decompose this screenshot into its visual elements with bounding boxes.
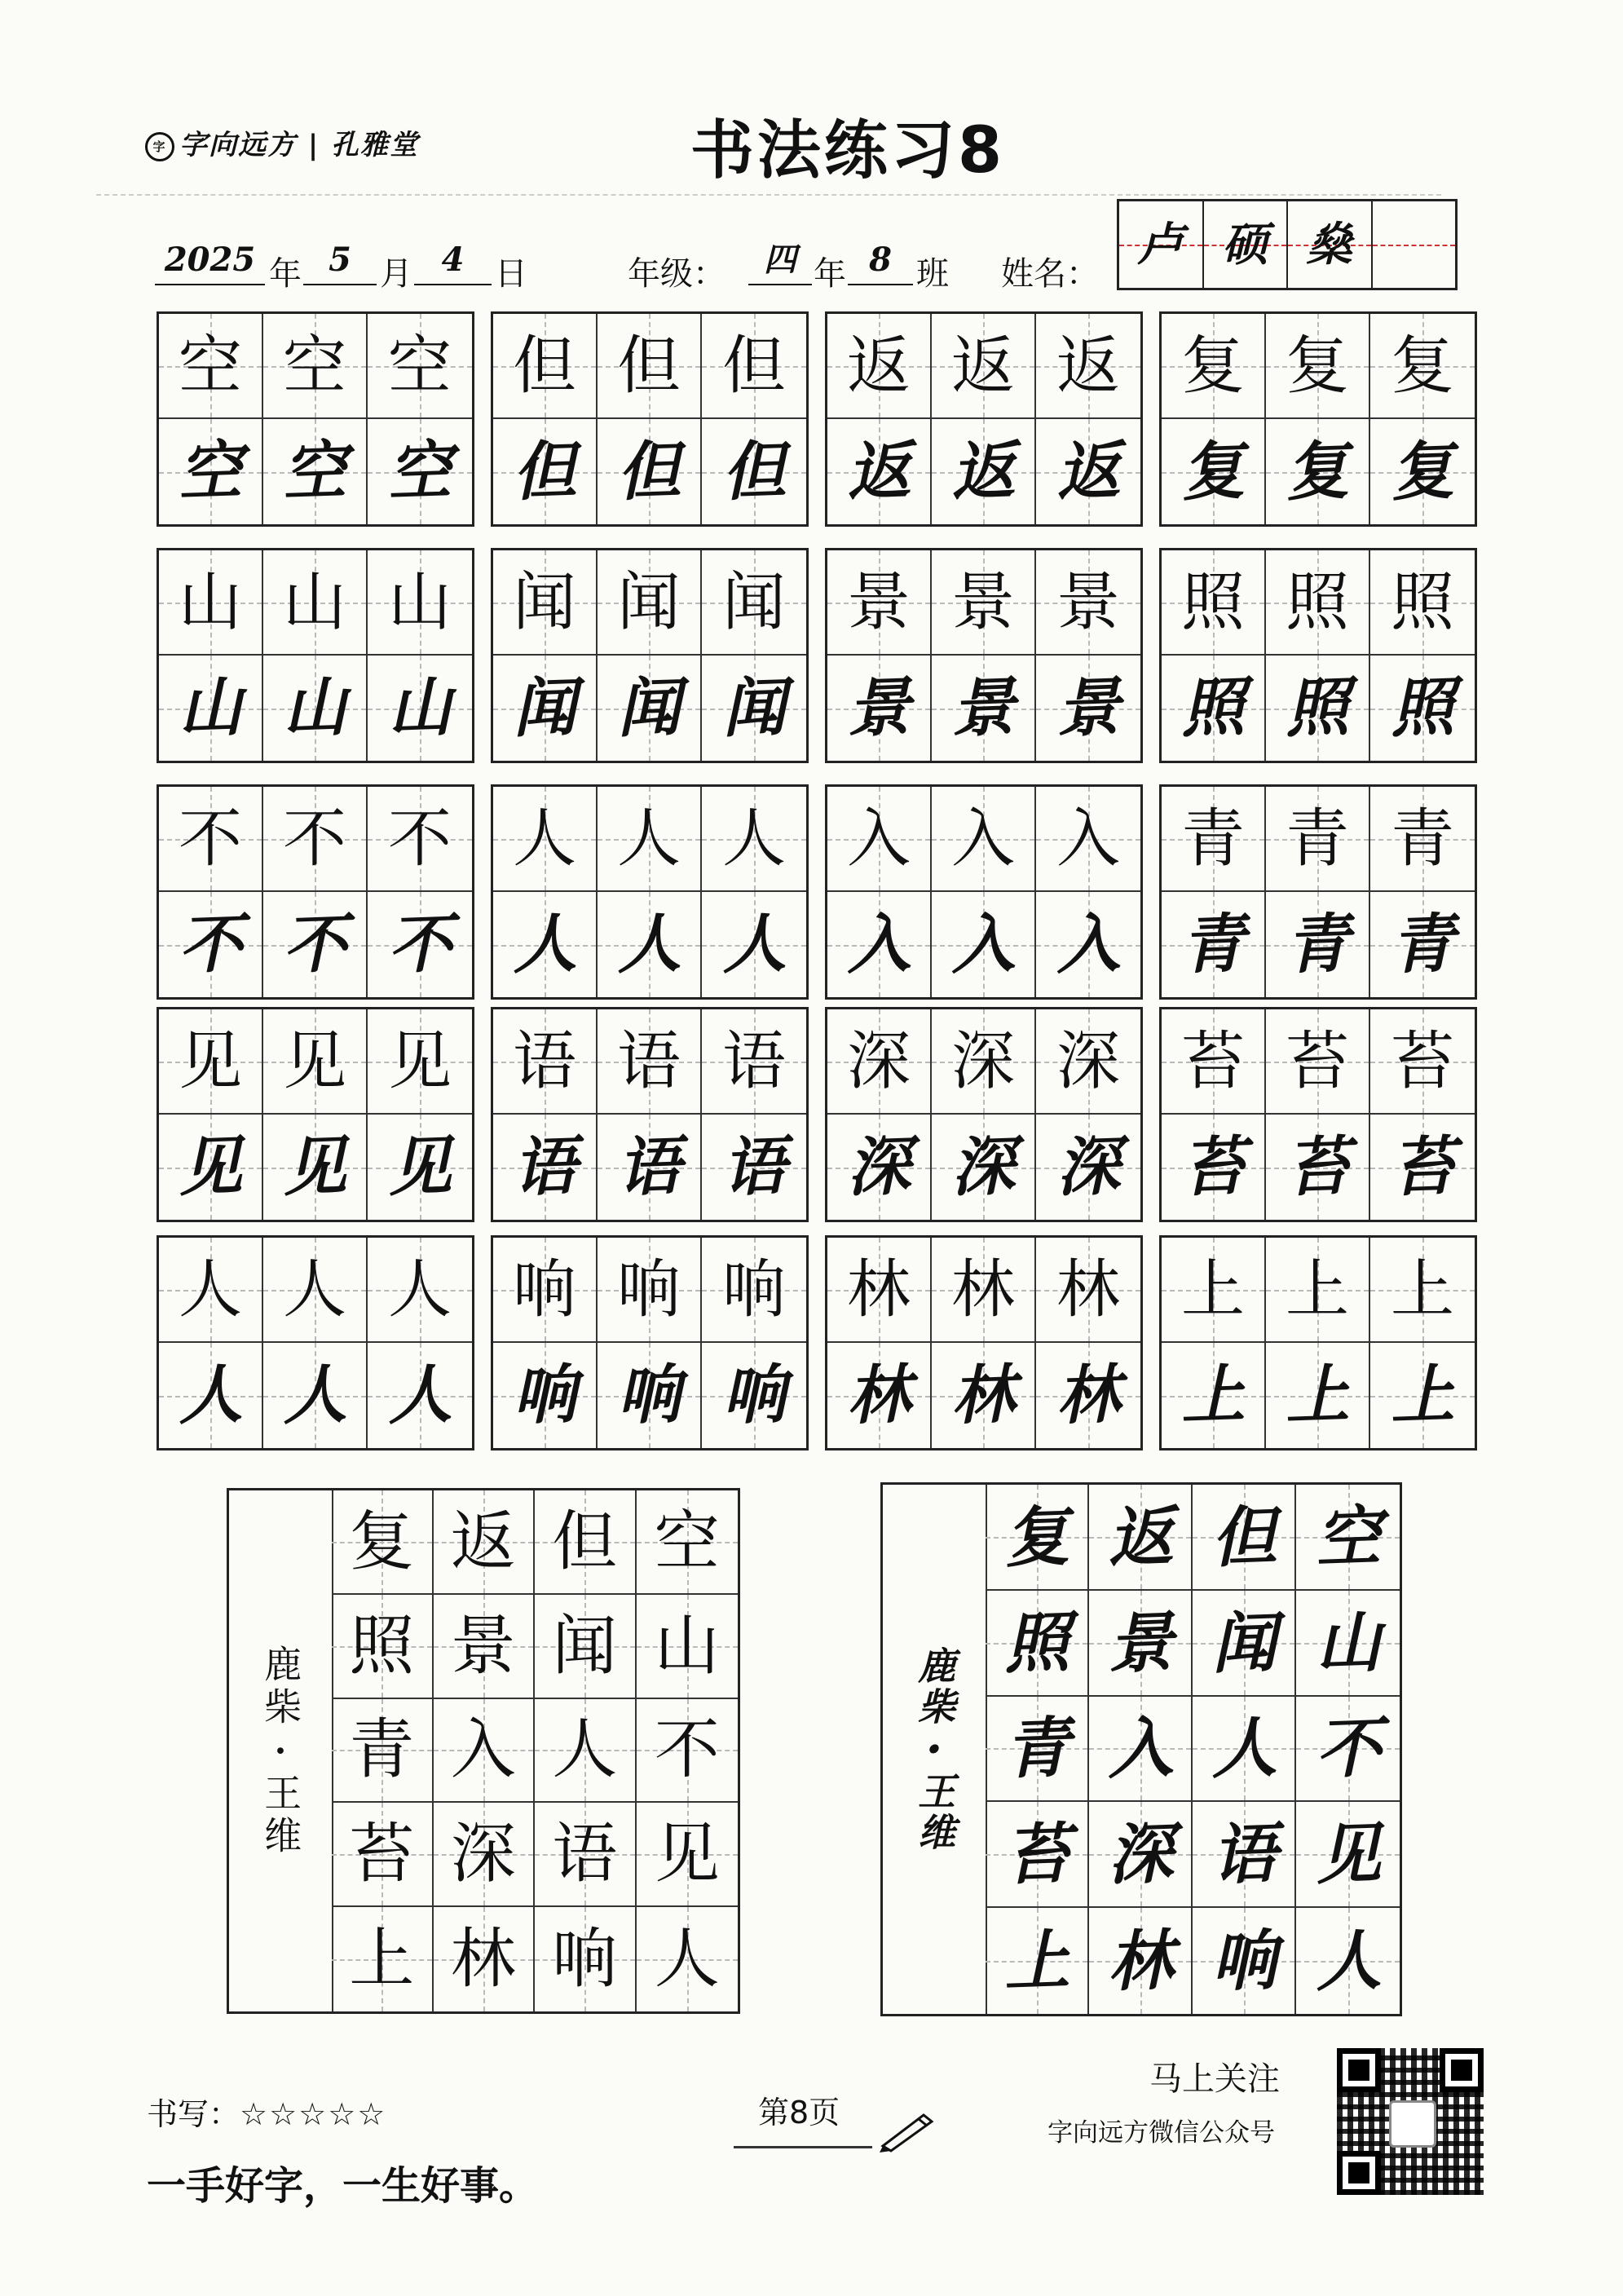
model-cell: 上	[1162, 1238, 1266, 1343]
model-cell: 闻	[702, 550, 806, 656]
poem-model-cell: 林	[434, 1907, 536, 2011]
model-cell: 上	[1266, 1238, 1370, 1343]
practice-block	[1159, 311, 1477, 527]
handwritten-cell[interactable]: 林	[1036, 1343, 1140, 1448]
handwritten-cell[interactable]: 深	[1036, 1115, 1140, 1220]
poem-handwritten-cell[interactable]: 人	[1296, 1908, 1400, 2014]
handwritten-cell[interactable]: 青	[1370, 892, 1475, 997]
practice-block	[825, 1007, 1143, 1222]
model-cell: 空	[159, 314, 263, 419]
handwritten-cell[interactable]: 照	[1162, 656, 1266, 761]
poem-model-cell: 上	[332, 1907, 434, 2011]
poem-separator: ·	[272, 1722, 289, 1780]
handwritten-cell[interactable]: 返	[932, 419, 1036, 524]
poem-handwritten-cell[interactable]: 复	[986, 1485, 1089, 1591]
poem-handwritten-cell[interactable]: 人	[1193, 1697, 1296, 1803]
model-cell: 林	[827, 1238, 932, 1343]
model-cell: 人	[702, 787, 806, 892]
handwritten-cell[interactable]: 苔	[1162, 1115, 1266, 1220]
name-label: 姓名：	[1001, 255, 1099, 293]
practice-block	[825, 548, 1143, 763]
handwritten-cell[interactable]: 不	[159, 892, 263, 997]
brand-seal: 字	[145, 132, 174, 161]
handwritten-cell[interactable]: 苔	[1370, 1115, 1475, 1220]
model-cell: 但	[702, 314, 806, 419]
model-cell: 空	[368, 314, 472, 419]
poem-model-cell: 闻	[535, 1595, 637, 1699]
handwritten-cell[interactable]: 复	[1162, 419, 1266, 524]
model-cell: 林	[932, 1238, 1036, 1343]
day-label: 日	[495, 255, 527, 293]
qr-finder-icon	[1337, 2048, 1381, 2092]
class-field[interactable]: 8	[848, 236, 913, 285]
page-title: 书法练习8	[690, 114, 1006, 188]
practice-block	[1159, 784, 1477, 1000]
handwritten-cell[interactable]: 语	[493, 1115, 598, 1220]
poem-separator: ·	[925, 1720, 943, 1778]
poem-model-cell: 响	[535, 1907, 637, 2011]
poem-title: 鹿柴	[258, 1644, 303, 1729]
model-cell: 但	[598, 314, 702, 419]
name-cell[interactable]: 卢	[1119, 201, 1204, 288]
practice-block	[157, 1235, 474, 1450]
grade-label: 年级：	[628, 255, 725, 293]
poem-handwritten-cell[interactable]: 深	[1089, 1802, 1193, 1908]
poem-handwritten-cell[interactable]: 见	[1296, 1802, 1400, 1908]
poem-model-cell: 照	[332, 1595, 434, 1699]
model-cell: 复	[1370, 314, 1475, 419]
model-cell: 入	[1036, 787, 1140, 892]
model-cell: 入	[932, 787, 1036, 892]
model-cell: 景	[1036, 550, 1140, 656]
rating-row	[147, 2089, 386, 2134]
poem-handwritten-cell[interactable]: 返	[1089, 1485, 1193, 1591]
poem-title: 鹿柴	[912, 1645, 957, 1728]
practice-block	[825, 311, 1143, 527]
model-cell: 入	[827, 787, 932, 892]
poem-model-grid	[332, 1490, 738, 2011]
poem-handwritten-cell[interactable]: 响	[1193, 1908, 1296, 2014]
poem-author: 王维	[258, 1773, 303, 1858]
model-cell: 景	[827, 550, 932, 656]
model-cell: 林	[1036, 1238, 1140, 1343]
handwritten-cell[interactable]: 苔	[1266, 1115, 1370, 1220]
poem-author-column	[229, 1490, 333, 2011]
model-cell: 深	[1036, 1009, 1140, 1115]
model-cell: 语	[598, 1009, 702, 1115]
handwritten-cell[interactable]: 林	[827, 1343, 932, 1448]
handwritten-cell[interactable]: 照	[1266, 656, 1370, 761]
page-underline	[734, 2146, 872, 2148]
handwritten-cell[interactable]: 见	[368, 1115, 472, 1220]
model-cell: 但	[493, 314, 598, 419]
model-cell: 响	[598, 1238, 702, 1343]
name-cell[interactable]: 燊	[1288, 201, 1373, 288]
model-cell: 见	[368, 1009, 472, 1115]
qr-finder-icon	[1440, 2048, 1484, 2092]
handwritten-cell[interactable]: 照	[1370, 656, 1475, 761]
poem-model-cell: 深	[434, 1803, 536, 1907]
poem-model-cell: 青	[332, 1699, 434, 1804]
model-cell: 深	[932, 1009, 1036, 1115]
model-cell: 景	[932, 550, 1036, 656]
handwritten-cell[interactable]: 景	[827, 656, 932, 761]
handwritten-cell[interactable]: 响	[702, 1343, 806, 1448]
poem-model-cell: 但	[535, 1490, 637, 1595]
brand-text: 字向远方 | 孔雅堂	[179, 129, 420, 161]
handwritten-cell[interactable]: 空	[159, 419, 263, 524]
model-cell: 不	[368, 787, 472, 892]
model-cell: 见	[263, 1009, 368, 1115]
poem-model-cell: 见	[637, 1803, 739, 1907]
handwritten-cell[interactable]: 景	[1036, 656, 1140, 761]
model-cell: 复	[1162, 314, 1266, 419]
handwritten-cell[interactable]: 但	[702, 419, 806, 524]
handwritten-cell[interactable]: 上	[1266, 1343, 1370, 1448]
model-cell: 青	[1162, 787, 1266, 892]
name-cell[interactable]	[1373, 201, 1456, 288]
poem-model-cell: 苔	[332, 1803, 434, 1907]
poem-author-column	[883, 1485, 987, 2014]
qr-finder-icon	[1337, 2151, 1381, 2195]
model-cell: 不	[263, 787, 368, 892]
practice-block	[491, 311, 809, 527]
practice-block	[157, 784, 474, 1000]
practice-block	[1159, 1235, 1477, 1450]
header-divider	[96, 194, 1441, 196]
handwritten-cell[interactable]: 人	[702, 892, 806, 997]
pen-icon	[876, 2105, 942, 2157]
handwritten-cell[interactable]: 山	[368, 656, 472, 761]
handwritten-cell[interactable]: 山	[159, 656, 263, 761]
handwritten-cell[interactable]: 但	[598, 419, 702, 524]
rating-stars[interactable]: ☆☆☆☆☆	[240, 2096, 387, 2132]
poem-handwritten-cell[interactable]: 但	[1193, 1485, 1296, 1591]
handwritten-cell[interactable]: 人	[368, 1343, 472, 1448]
poem-model-cell: 不	[637, 1699, 739, 1804]
year-field[interactable]: 2025	[155, 236, 265, 285]
practice-block	[825, 784, 1143, 1000]
model-cell: 语	[702, 1009, 806, 1115]
poem-handwritten-cell[interactable]: 上	[986, 1908, 1089, 2014]
handwritten-cell[interactable]: 青	[1162, 892, 1266, 997]
handwritten-cell[interactable]: 返	[827, 419, 932, 524]
poem-handwritten-cell[interactable]: 空	[1296, 1485, 1400, 1591]
model-cell: 响	[493, 1238, 598, 1343]
day-field[interactable]: 4	[414, 236, 492, 285]
handwritten-cell[interactable]: 但	[493, 419, 598, 524]
handwritten-cell[interactable]: 上	[1370, 1343, 1475, 1448]
name-grid[interactable]	[1117, 199, 1458, 290]
poem-handwritten-cell[interactable]: 苔	[986, 1802, 1089, 1908]
model-cell: 山	[368, 550, 472, 656]
handwritten-cell[interactable]: 景	[932, 656, 1036, 761]
poem-model-cell: 入	[434, 1699, 536, 1804]
model-cell: 返	[827, 314, 932, 419]
handwritten-cell[interactable]: 山	[263, 656, 368, 761]
poem-practice-grid	[986, 1485, 1400, 2014]
handwritten-cell[interactable]: 空	[263, 419, 368, 524]
handwritten-cell[interactable]: 见	[159, 1115, 263, 1220]
poem-model-cell: 语	[535, 1803, 637, 1907]
handwritten-cell[interactable]: 林	[932, 1343, 1036, 1448]
poem-handwritten-cell[interactable]: 林	[1089, 1908, 1193, 2014]
model-cell: 复	[1266, 314, 1370, 419]
model-cell: 人	[493, 787, 598, 892]
handwritten-cell[interactable]: 深	[932, 1115, 1036, 1220]
handwritten-cell[interactable]: 入	[932, 892, 1036, 997]
practice-block	[491, 1235, 809, 1450]
model-cell: 山	[263, 550, 368, 656]
handwritten-cell[interactable]: 人	[493, 892, 598, 997]
poem-model-cell: 山	[637, 1595, 739, 1699]
follow-label: 马上关注	[1149, 2060, 1280, 2098]
model-cell: 人	[598, 787, 702, 892]
model-cell: 不	[159, 787, 263, 892]
practice-block	[1159, 1007, 1477, 1222]
page-number: 第8页	[758, 2095, 840, 2130]
handwritten-cell[interactable]: 入	[1036, 892, 1140, 997]
month-label: 月	[380, 255, 412, 293]
model-cell: 人	[263, 1238, 368, 1343]
handwritten-cell[interactable]: 不	[263, 892, 368, 997]
model-cell: 苔	[1370, 1009, 1475, 1115]
poem-handwritten-cell[interactable]: 不	[1296, 1697, 1400, 1803]
poem-practice-box	[880, 1482, 1402, 2016]
handwritten-cell[interactable]: 闻	[598, 656, 702, 761]
model-cell: 苔	[1266, 1009, 1370, 1115]
model-cell: 闻	[493, 550, 598, 656]
grade-unit-label: 年	[814, 255, 846, 293]
model-cell: 照	[1162, 550, 1266, 656]
handwritten-cell[interactable]: 语	[598, 1115, 702, 1220]
model-cell: 青	[1266, 787, 1370, 892]
practice-block	[157, 1007, 474, 1222]
handwritten-cell[interactable]: 不	[368, 892, 472, 997]
qr-code-icon[interactable]	[1337, 2048, 1484, 2195]
poem-model-cell: 人	[535, 1699, 637, 1804]
handwritten-cell[interactable]: 人	[598, 892, 702, 997]
handwritten-cell[interactable]: 响	[493, 1343, 598, 1448]
poem-handwritten-cell[interactable]: 闻	[1193, 1591, 1296, 1697]
model-cell: 返	[932, 314, 1036, 419]
model-cell: 返	[1036, 314, 1140, 419]
qr-logo-icon	[1389, 2100, 1436, 2148]
handwritten-cell[interactable]: 入	[827, 892, 932, 997]
poem-handwritten-cell[interactable]: 景	[1089, 1591, 1193, 1697]
handwritten-cell[interactable]: 见	[263, 1115, 368, 1220]
handwritten-cell[interactable]: 青	[1266, 892, 1370, 997]
model-cell: 见	[159, 1009, 263, 1115]
practice-block	[491, 784, 809, 1000]
model-cell: 空	[263, 314, 368, 419]
practice-block	[157, 548, 474, 763]
practice-block	[1159, 548, 1477, 763]
month-field[interactable]: 5	[303, 236, 377, 285]
poem-model-cell: 景	[434, 1595, 536, 1699]
poem-handwritten-cell[interactable]: 照	[986, 1591, 1089, 1697]
poem-handwritten-cell[interactable]: 山	[1296, 1591, 1400, 1697]
handwritten-cell[interactable]: 闻	[493, 656, 598, 761]
poem-model-box	[227, 1488, 740, 2014]
poem-model-cell: 复	[332, 1490, 434, 1595]
practice-block	[491, 1007, 809, 1222]
model-cell: 上	[1370, 1238, 1475, 1343]
model-cell: 照	[1370, 550, 1475, 656]
model-cell: 人	[159, 1238, 263, 1343]
handwritten-cell[interactable]: 空	[368, 419, 472, 524]
poem-model-cell: 空	[637, 1490, 739, 1595]
model-cell: 苔	[1162, 1009, 1266, 1115]
handwritten-cell[interactable]: 深	[827, 1115, 932, 1220]
practice-block	[825, 1235, 1143, 1450]
follow-subtitle: 字向远方微信公众号	[1047, 2118, 1275, 2148]
handwritten-cell[interactable]: 复	[1370, 419, 1475, 524]
poem-handwritten-cell[interactable]: 入	[1089, 1697, 1193, 1803]
model-cell: 深	[827, 1009, 932, 1115]
model-cell: 照	[1266, 550, 1370, 656]
rating-label: 书写：	[147, 2096, 240, 2132]
poem-author: 王维	[912, 1771, 957, 1853]
grade-field[interactable]: 四	[748, 236, 812, 285]
model-cell: 闻	[598, 550, 702, 656]
name-cell[interactable]: 硕	[1204, 201, 1289, 288]
model-cell: 山	[159, 550, 263, 656]
handwritten-cell[interactable]: 返	[1036, 419, 1140, 524]
practice-block	[157, 311, 474, 527]
poem-model-cell: 返	[434, 1490, 536, 1595]
model-cell: 青	[1370, 787, 1475, 892]
handwritten-cell[interactable]: 人	[263, 1343, 368, 1448]
model-cell: 人	[368, 1238, 472, 1343]
handwritten-cell[interactable]: 人	[159, 1343, 263, 1448]
model-cell: 响	[702, 1238, 806, 1343]
practice-block	[491, 548, 809, 763]
slogan: 一手好字，一生好事。	[147, 2163, 539, 2209]
handwritten-cell[interactable]: 闻	[702, 656, 806, 761]
handwritten-cell[interactable]: 语	[702, 1115, 806, 1220]
class-label: 班	[916, 255, 949, 293]
handwritten-cell[interactable]: 响	[598, 1343, 702, 1448]
poem-handwritten-cell[interactable]: 青	[986, 1697, 1089, 1803]
poem-handwritten-cell[interactable]: 语	[1193, 1802, 1296, 1908]
handwritten-cell[interactable]: 复	[1266, 419, 1370, 524]
handwritten-cell[interactable]: 上	[1162, 1343, 1266, 1448]
year-label: 年	[269, 255, 302, 293]
model-cell: 语	[493, 1009, 598, 1115]
poem-model-cell: 人	[637, 1907, 739, 2011]
